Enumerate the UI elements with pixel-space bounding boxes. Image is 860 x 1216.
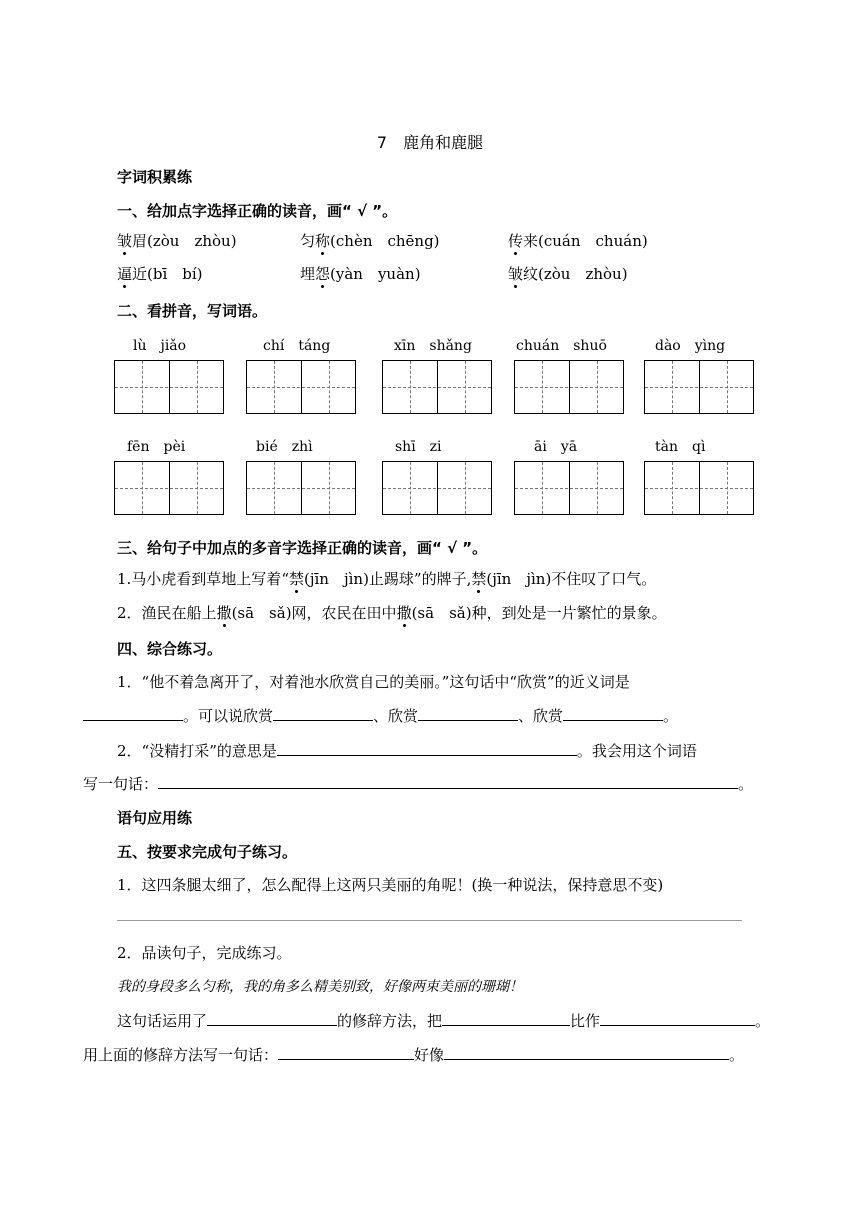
dotted-char: 皱: [117, 232, 133, 250]
q1-item-text: (chèn chēng): [330, 232, 440, 250]
dotted-char: 撒: [396, 604, 412, 622]
dotted-char: 禁: [471, 570, 487, 588]
answer-blank[interactable]: [273, 706, 373, 721]
q4-heading: 四、综合练习。: [117, 640, 223, 658]
writing-grid[interactable]: [114, 360, 224, 414]
dotted-char: 称: [315, 232, 331, 250]
q5-text: 比作: [570, 1012, 601, 1030]
pinyin-label: bié zhì: [256, 439, 313, 455]
q5-text: 的修辞方法，把: [337, 1012, 443, 1030]
q4-line-1: 1．“他不着急离开了，对着池水欣赏自己的美丽。”这句话中“欣赏”的近义词是: [117, 673, 630, 691]
pinyin-label: tàn qì: [655, 439, 706, 455]
answer-blank[interactable]: [444, 1045, 729, 1060]
writing-grid[interactable]: [246, 360, 356, 414]
q3-text: 1.马小虎看到草地上写着“: [117, 570, 289, 588]
writing-grid[interactable]: [644, 461, 754, 515]
q3-text[interactable]: (jīn jìn)不住叹了口气。: [486, 570, 657, 588]
writing-grid[interactable]: [114, 461, 224, 515]
quoted-sentence: 我的身段多么匀称，我的角多么精美别致，好像两束美丽的珊瑚！: [117, 979, 523, 995]
pinyin-label: āi yā: [534, 439, 578, 455]
q4-line-4: [83, 773, 753, 794]
q3-text[interactable]: (sā sǎ)网，农民在田中: [231, 604, 397, 622]
answer-blank[interactable]: [83, 706, 183, 721]
q1-item-3[interactable]: [508, 230, 648, 251]
q1-item-2[interactable]: [300, 230, 440, 251]
q3-text[interactable]: (sā sǎ)种，到处是一片繁忙的景象。: [411, 604, 667, 622]
q4-text: 。: [663, 707, 679, 725]
q5-text: 这句话运用了: [117, 1012, 208, 1030]
q3-sentence-2: [117, 602, 667, 623]
writing-grid[interactable]: [382, 461, 492, 515]
answer-blank[interactable]: [442, 1011, 570, 1026]
q4-text: 写一句话：: [83, 775, 159, 793]
q5-line-1: 1．这四条腿太细了，怎么配得上这两只美丽的角呢！(换一种说法，保持意思不变): [117, 876, 664, 894]
pinyin-label: lù jiǎo: [133, 338, 187, 354]
q1-item-text: 近(bī bí): [132, 265, 203, 283]
q2-heading: 二、看拼音，写词语。: [117, 302, 268, 320]
q1-item-4[interactable]: [117, 263, 203, 284]
q3-text: 2．渔民在船上: [117, 604, 217, 622]
writing-grid[interactable]: [246, 461, 356, 515]
pinyin-label: xīn shǎng: [394, 338, 472, 354]
q3-heading: 三、给句子中加点的多音字选择正确的读音，画“ √ ”。: [117, 539, 488, 557]
q1-heading: 一、给加点字选择正确的读音，画“ √ ”。: [117, 202, 398, 220]
dotted-char: 逼: [117, 265, 133, 283]
q4-text: 、欣赏: [518, 707, 564, 725]
writing-grid[interactable]: [514, 360, 624, 414]
dotted-char: 皱: [508, 265, 524, 283]
dotted-char: 怨: [315, 265, 331, 283]
pinyin-label: fēn pèi: [127, 439, 186, 455]
q1-item-text: 来(cuán chuán): [523, 232, 648, 250]
pinyin-label: chuán shuō: [516, 338, 607, 354]
q5-text: 用上面的修辞方法写一句话：: [83, 1046, 279, 1064]
q1-item-text: 纹(zòu zhòu): [523, 265, 628, 283]
page-title: 7 鹿角和鹿腿: [376, 133, 484, 152]
pinyin-label: shī zi: [395, 439, 442, 455]
q4-text: 。我会用这个词语: [576, 742, 697, 760]
q4-text: 、欣赏: [373, 707, 419, 725]
answer-blank[interactable]: [563, 706, 663, 721]
q3-text[interactable]: (jīn jìn)止踢球”的牌子,: [304, 570, 472, 588]
writing-grid[interactable]: [514, 461, 624, 515]
pinyin-label: dào yìng: [655, 338, 726, 354]
q4-line-2: [83, 705, 678, 726]
q4-text: 2．“没精打采”的意思是: [117, 742, 277, 760]
answer-blank[interactable]: [207, 1011, 337, 1026]
q4-line-3: [117, 740, 697, 761]
q1-item-text: (yàn yuàn): [330, 265, 421, 283]
writing-grid[interactable]: [644, 360, 754, 414]
answer-blank[interactable]: [418, 706, 518, 721]
q1-item-text: 埋: [300, 265, 316, 283]
dotted-char: 传: [508, 232, 524, 250]
q1-item-text: 匀: [300, 232, 316, 250]
section-heading-sentences: 语句应用练: [117, 809, 193, 827]
q1-item-6[interactable]: [508, 263, 628, 284]
q5-text: 。: [755, 1012, 771, 1030]
q5-heading: 五、按要求完成句子练习。: [117, 843, 298, 861]
q1-item-text: 眉(zòu zhòu): [132, 232, 237, 250]
answer-line[interactable]: [117, 920, 742, 921]
q5-line-3: [117, 1010, 770, 1031]
answer-blank[interactable]: [277, 741, 577, 756]
q1-item-5[interactable]: [300, 263, 421, 284]
q4-text: 。: [738, 775, 754, 793]
answer-blank[interactable]: [278, 1045, 414, 1060]
section-heading-vocabulary: 字词积累练: [117, 168, 193, 186]
pinyin-label: chí táng: [263, 338, 331, 354]
q5-text: 。: [729, 1046, 745, 1064]
writing-grid[interactable]: [382, 360, 492, 414]
answer-blank[interactable]: [600, 1011, 755, 1026]
q1-item-1[interactable]: [117, 230, 237, 251]
q3-sentence-1: [117, 568, 656, 589]
q5-line-2: 2．品读句子，完成练习。: [117, 944, 292, 962]
q5-line-4: [83, 1044, 744, 1065]
dotted-char: 禁: [288, 570, 304, 588]
q5-text: 好像: [414, 1046, 445, 1064]
q4-text: 。可以说欣赏: [183, 707, 274, 725]
answer-blank[interactable]: [158, 774, 738, 789]
dotted-char: 撒: [216, 604, 232, 622]
